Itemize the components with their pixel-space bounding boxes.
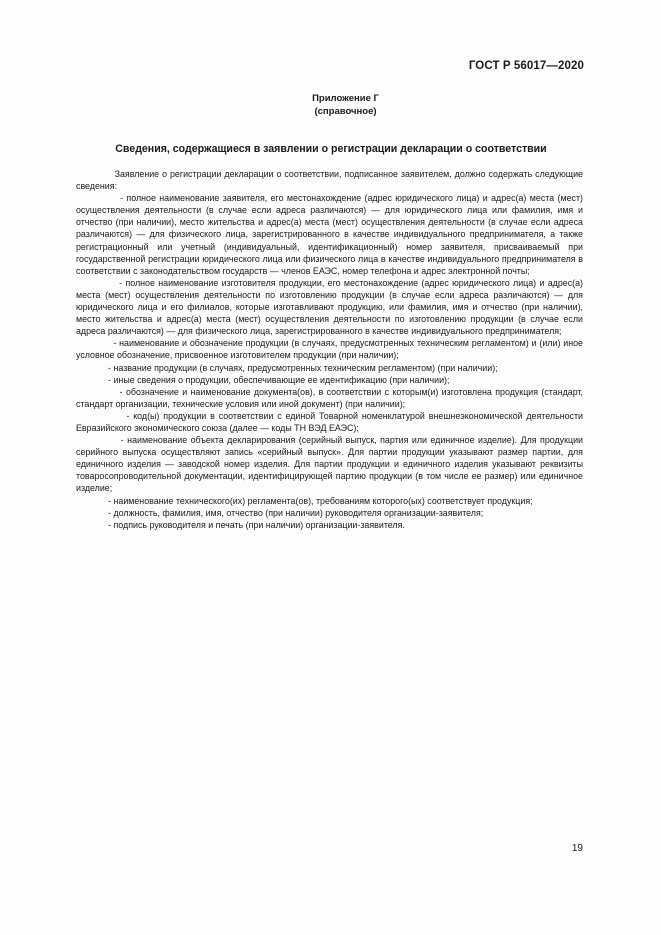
list-item-applicant: - полное наименование заявителя, его местонахождение (адрес юридического лица) и адрес(а) места (мест) осуществления деятельности (в случае если адреса различаются) — для юридического лица или фамилия, имя и отчество (при наличии), место жительства и адрес(а) места (мест) осуществления деятельности (в случае если адреса различаются) — для физического лица, зарегистрированного в качестве индивидуального предпринимателя, а также регистрационный или учетный (индивидуальный, идентификационный) номер заявителя, присваиваемый при государственной регистрации юридического лица или физического лица в качестве индивидуального предпринимателя в соответствии с законодательством государств — членов ЕАЭС, номер телефона и адрес электронной почты; — [76, 193, 583, 276]
list-item-technical-regulation: - наименование технического(их) регламента(ов), требованиям которого(ых) соответствует продукция; — [76, 495, 533, 506]
list-item-signature: - подпись руководителя и печать (при наличии) организации-заявителя. — [76, 519, 405, 530]
body-text — [76, 168, 583, 531]
list-item-declaration-object: - наименование объекта декларирования (серийный выпуск, партия или единичное изделие). Для продукции серийного выпуска осуществляют запись «серийный выпуск». Для партии продукции указывают размер партии, для единичного изделия — заводской номер изделия. Для партии продукции и единичного изделия указывают реквизиты товаросопроводительной документации, идентифицирующей партию продукции (в том числе ее размер) или единичное изделие; — [76, 435, 583, 494]
intro-paragraph: Заявление о регистрации декларации о соответствии, подписанное заявителем, должно содержать следующие сведения: — [76, 169, 583, 192]
document-code: ГОСТ Р 56017—2020 — [468, 60, 584, 72]
appendix-title: Приложение Г — [312, 93, 379, 104]
list-item-product-designation: - наименование и обозначение продукции (в случаях, предусмотренных техническим регламентом) и (или) иное условное обозначение, присвоенное изготовителем продукции (при наличии); — [76, 338, 583, 361]
list-item-head-position: - должность, фамилия, имя, отчество (при наличии) руководителя организации-заявителя; — [76, 507, 484, 518]
appendix-title-block — [0, 92, 661, 118]
list-item-standard-document: - обозначение и наименование документа(ов), в соответствии с которым(и) изготовлена продукция (стандарт, стандарт организации, технические условия или иной документ) (при наличии); — [76, 386, 583, 409]
list-item-product-identification: - иные сведения о продукции, обеспечивающие ее идентификацию (при наличии); — [76, 374, 450, 385]
list-item-tnved-code: - код(ы) продукции в соответствии с единой Товарной номенклатурой внешнеэкономической деятельности Евразийского экономического союза (далее — коды ТН ВЭД ЕАЭС); — [76, 410, 583, 433]
list-item-manufacturer: - полное наименование изготовителя продукции, его местонахождение (адрес юридического лица) и адрес(а) места (мест) осуществления деятельности по изготовлению продукции (в случае если адреса различаются) — для юридического лица и его филиалов, которые изготавливают продукцию, или фамилия, имя и отчество (при наличии), место жительства и адрес(а) места (мест) осуществления деятельности по изготовлению продукции (в случае если адреса различаются) — для физического лица, зарегистрированного в качестве индивидуального предпринимателя; — [76, 277, 583, 337]
appendix-subtitle: (справочное) — [314, 106, 377, 117]
section-heading: Сведения, содержащиеся в заявлении о регистрации декларации о соответствии — [115, 143, 547, 155]
page-number: 19 — [571, 843, 583, 854]
list-item-product-name: - название продукции (в случаях, предусмотренных техническим регламентом) (при наличии); — [76, 362, 498, 373]
